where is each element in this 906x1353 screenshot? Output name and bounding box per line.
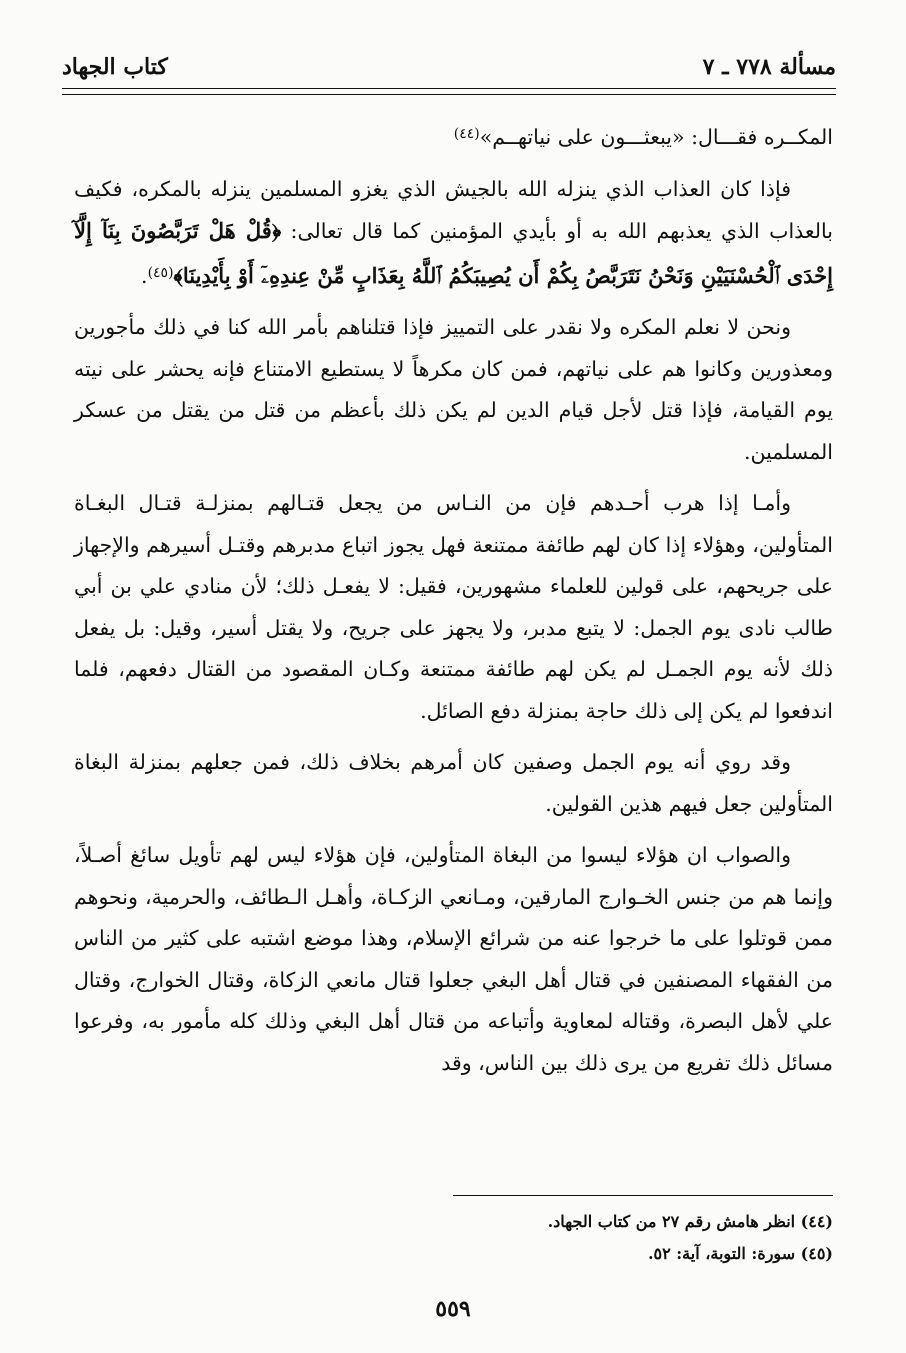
- paragraph: [74, 835, 833, 1084]
- footnotes: [74, 1206, 833, 1270]
- main-text: [74, 114, 833, 1094]
- running-header: [62, 52, 836, 82]
- paragraph-text: وأمـا إذا هرب أحـدهم فإن من النـاس من يجعل قتـالهم بمنزلـة قتـال البغـاة المتأولين، وهؤلاء إذا كان لهم طائفة ممتنعة فهل يجوز اتباع مدبرهم وقتـل أسيرهم والإجهاز على جريحهم، على قولين للعلماء مشهورين، فقيل: لا يفعـل ذلك؛ لأن منادي علي بن أبي طالب نادى يوم الجمل: لا يتبع مدبر، ولا يجهز على جريح، ولا يقتل أسير، وقيل: بل يفعل ذلك لأنه يوم الجمـل لم يكن لهم طائفة ممتنعة وكـان المقصود من القتال دفعهم، فلما اندفعوا لم يكن إلى ذلك حاجة بمنزلة دفع الصائل.: [74, 491, 833, 723]
- paragraph-text: والصواب ان هؤلاء ليسوا من البغاة المتأولين، فإن هؤلاء ليس لهم تأويل سائغ أصـلاً، وإنما هم من جنس الخـوارج المارقين، ومـانعي الزكـاة، وأهـل الـطائف، والحرمية، ونحوهم ممن قوتلوا على ما خرجوا عنه من شرائع الإسلام، وهذا موضع اشتبه على كثير من الناس من الفقهاء المصنفين في قتال أهل البغي جعلوا قتال مانعي الزكاة، وقتال الخوارج، وقتال علي لأهل البصرة، وقتاله لمعاوية وأتباعه من قتال أهل البغي وذلك كله مأمور به، وفرعوا مسائل ذلك تفريع من يرى ذلك بين الناس، وقد: [74, 843, 833, 1075]
- footnote-separator: [453, 1195, 833, 1196]
- question-number: مسألة ٧٧٨ ـ ٧: [702, 54, 836, 80]
- footnote-reference: (٤٤): [453, 126, 480, 142]
- footnote-44: (٤٤) انظر هامش رقم ٢٧ من كتاب الجهاد.: [547, 1212, 833, 1231]
- paragraph-text: وقد روي أنه يوم الجمل وصفين كان أمرهم بخلاف ذلك، فمن جعلهم بمنزلة البغاة المتأولين جعل فيهم هذين القولين.: [74, 750, 833, 816]
- page-number: ٥٥٩: [435, 1296, 471, 1322]
- paragraph: [74, 483, 833, 732]
- paragraph-text: فإذا كان العذاب الذي ينزله الله بالجيش الذي يغزو المسلمين ينزله بالمكره، فكيف بالعذاب الذي يعذبهم الله به أو بأيدي المؤمنين كما قال تعالى:: [74, 176, 833, 243]
- footnote-45: (٤٥) سورة: التوبة، آية: ٥٢.: [647, 1244, 833, 1263]
- header-double-rule: [62, 88, 836, 95]
- paragraph: [74, 307, 833, 473]
- paragraph-text: المكــره فقـــال: «يبعثـــون على نياتهــم»: [479, 125, 833, 149]
- paragraph: [74, 169, 833, 298]
- footnote-reference: (٤٥): [147, 264, 174, 281]
- quran-verse: ﴿قُلْ هَلْ تَرَبَّصُونَ بِنَآ إِلَّآ إِحْدَى ٱلْحُسْنَيَيْنِ وَنَحْنُ نَتَرَبَّصُ بِكُمْ أَن يُصِيبَكُمُ ٱللَّهُ بِعَذَابٍ مِّنْ عِندِهِۦٓ أَوْ بِأَيْدِينَا﴾: [74, 218, 833, 288]
- book-title: كتاب الجهاد: [62, 54, 168, 80]
- paragraph-text: .: [141, 263, 148, 288]
- paragraph: [74, 742, 833, 825]
- paragraph-text: ونحن لا نعلم المكره ولا نقدر على التمييز فإذا قتلناهم بأمر الله كنا في ذلك مأجورين ومعذورين وكانوا هم على نياتهم، فمن كان مكرهاً لا يستطيع الامتناع فإنه يحشر على نيته يوم القيامة، فإذا قتل لأجل قيام الدين لم يكن ذلك بأعظم من قتل من يقتل من عسكر المسلمين.: [74, 315, 833, 464]
- paragraph: [74, 114, 833, 159]
